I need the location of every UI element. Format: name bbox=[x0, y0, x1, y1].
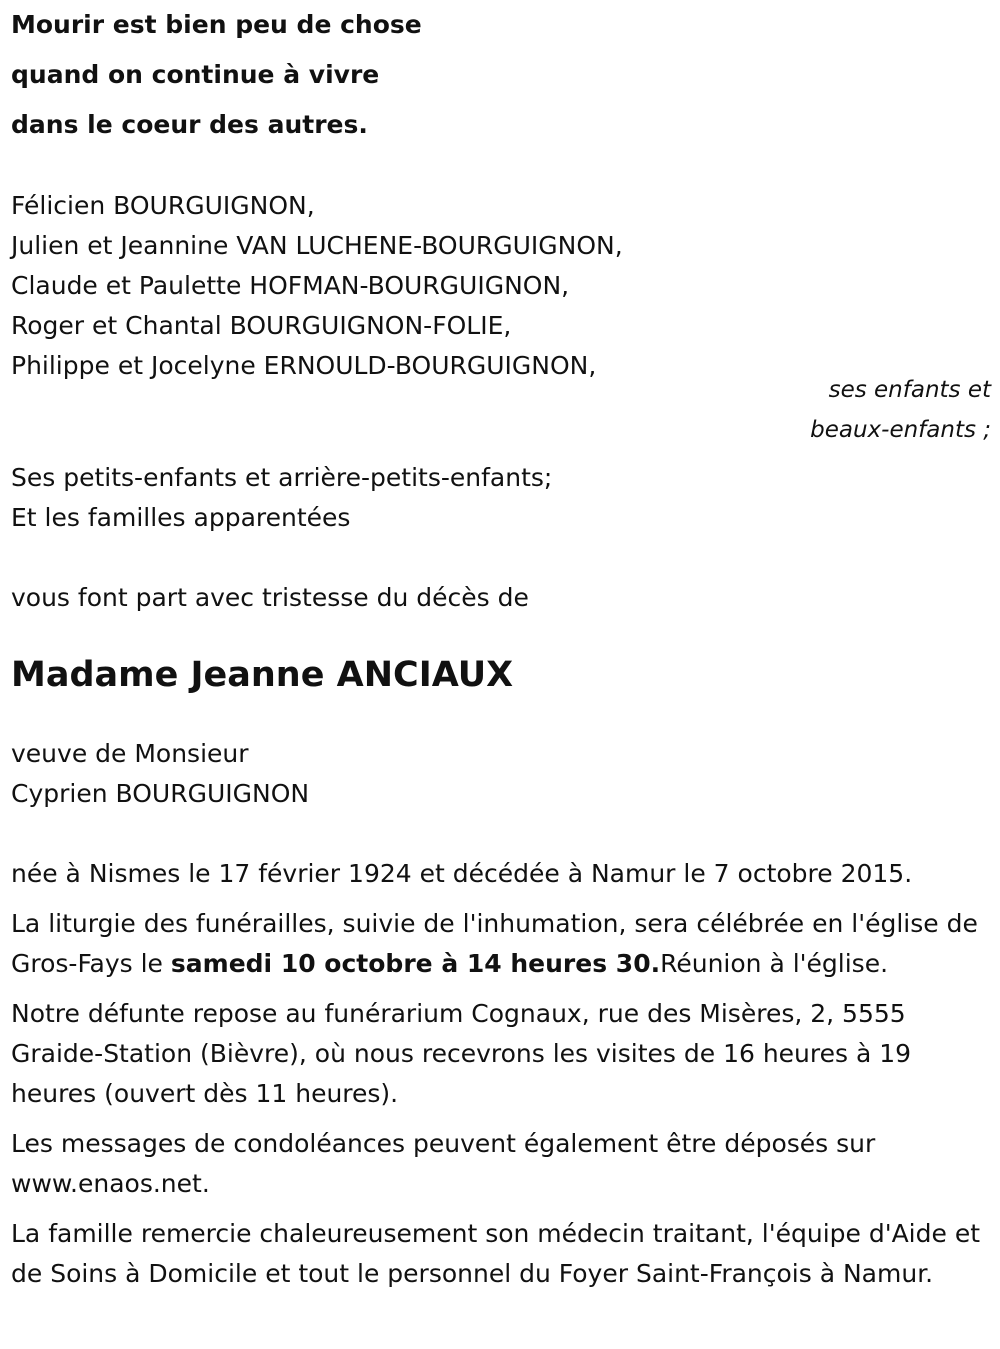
grandchildren-line: Ses petits-enfants et arrière-petits-enfants; bbox=[11, 463, 553, 492]
obituary-notice bbox=[11, 0, 991, 1294]
relation-line: ses enfants et bbox=[828, 377, 991, 403]
child-name: Félicien BOURGUIGNON, bbox=[11, 191, 315, 220]
child-name: Philippe et Jocelyne ERNOULD-BOURGUIGNON, bbox=[11, 351, 597, 380]
liturgy-text bbox=[11, 904, 986, 984]
motto-line: Mourir est bien peu de chose bbox=[11, 10, 422, 39]
child-name: Julien et Jeannine VAN LUCHENE-BOURGUIGNON, bbox=[11, 231, 623, 260]
liturgy-datetime: samedi 10 octobre à 14 heures 30. bbox=[170, 949, 661, 978]
child-name: Roger et Chantal BOURGUIGNON-FOLIE, bbox=[11, 311, 512, 340]
motto bbox=[11, 0, 991, 150]
child-name: Claude et Paulette HOFMAN-BOURGUIGNON, bbox=[11, 271, 570, 300]
motto-line: quand on continue à vivre bbox=[11, 60, 380, 89]
widow-line: Cyprien BOURGUIGNON bbox=[11, 779, 310, 808]
motto-line: dans le coeur des autres. bbox=[11, 110, 368, 139]
deceased-name: Madame Jeanne ANCIAUX bbox=[11, 655, 514, 695]
birth-death-text: née à Nismes le 17 février 1924 et décédée à Namur le 7 octobre 2015. bbox=[11, 859, 913, 888]
announcement: vous font part avec tristesse du décès de bbox=[11, 583, 529, 612]
details bbox=[11, 854, 991, 1294]
relatives-line: Et les familles apparentées bbox=[11, 503, 351, 532]
funerarium-text: Notre défunte repose au funérarium Cognaux, rue des Misères, 2, 5555 Graide-Station (Bièvre), où nous recevrons les visites de 16 heures à 19 heures (ouvert dès 11 heures). bbox=[11, 999, 912, 1108]
liturgy-intro: La liturgie des funérailles, suivie de l'inhumation, sera célébrée en l'église de Gros-Fays le bbox=[11, 909, 978, 978]
thanks-text: La famille remercie chaleureusement son médecin traitant, l'équipe d'Aide et de Soins à Domicile et tout le personnel du Foyer Saint-François à Namur. bbox=[11, 1219, 981, 1288]
widow-line: veuve de Monsieur bbox=[11, 739, 249, 768]
widow-info bbox=[11, 734, 991, 814]
liturgy-meeting: Réunion à l'église. bbox=[660, 949, 889, 978]
relation-line: beaux-enfants ; bbox=[810, 417, 991, 443]
children-list bbox=[11, 186, 991, 386]
extended-family bbox=[11, 458, 991, 538]
condolences-text: Les messages de condoléances peuvent également être déposés sur www.enaos.net. bbox=[11, 1129, 876, 1198]
